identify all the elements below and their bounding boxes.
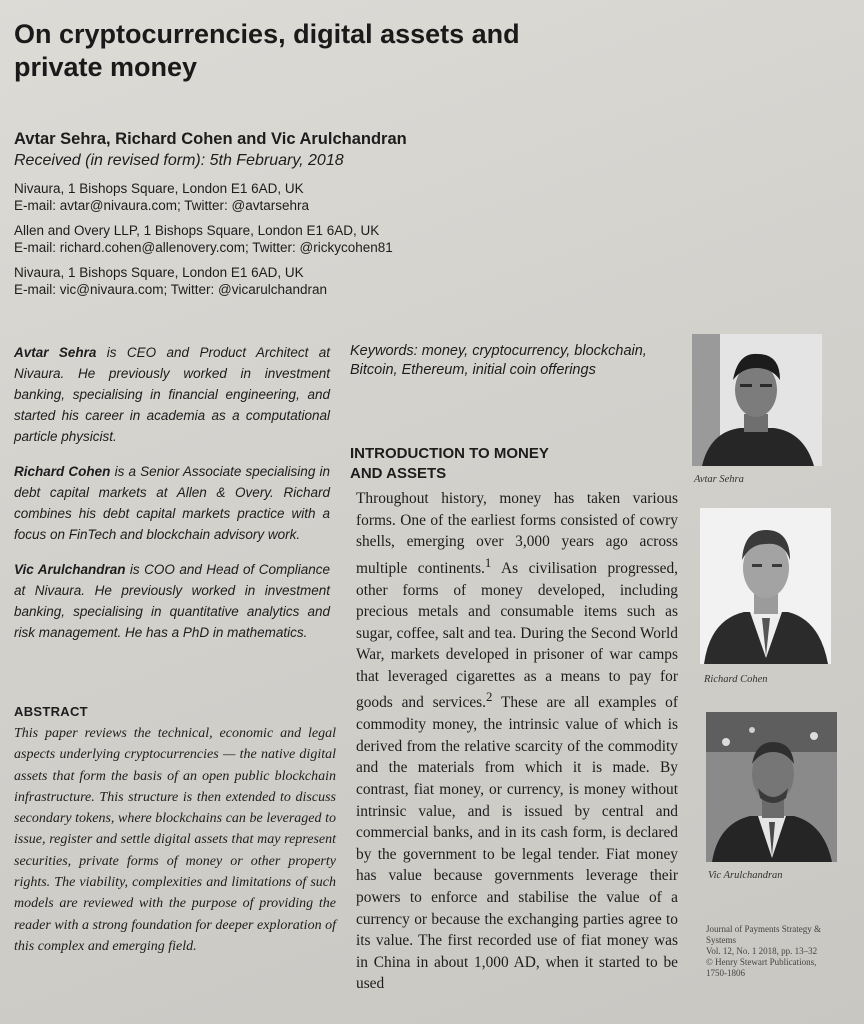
photo-caption: Richard Cohen bbox=[704, 674, 768, 685]
journal-line: 1750-1806 bbox=[706, 968, 745, 978]
section-heading-line: INTRODUCTION TO MONEY bbox=[350, 445, 549, 462]
introduction-body bbox=[356, 488, 678, 995]
bio-avtar bbox=[14, 342, 330, 447]
bio-name: Vic Arulchandran bbox=[14, 562, 126, 577]
author-bios bbox=[14, 342, 330, 657]
bio-richard bbox=[14, 461, 330, 545]
journal-line: Journal of Payments Strategy & bbox=[706, 924, 821, 934]
abstract-heading: ABSTRACT bbox=[14, 704, 88, 719]
author-block bbox=[14, 128, 534, 298]
portrait-image bbox=[706, 712, 837, 862]
footnote-ref: 1 bbox=[484, 555, 492, 570]
section-heading bbox=[350, 444, 670, 484]
affiliation-2 bbox=[14, 222, 534, 256]
bio-name: Avtar Sehra bbox=[14, 345, 97, 360]
photo-caption: Vic Arulchandran bbox=[708, 870, 783, 881]
introduction-paragraph bbox=[356, 488, 678, 995]
footnote-ref: 2 bbox=[486, 690, 493, 705]
portrait-image bbox=[692, 334, 822, 466]
author-names: Avtar Sehra, Richard Cohen and Vic Arulchandran bbox=[14, 130, 407, 148]
paper-title: On cryptocurrencies, digital assets and private money bbox=[14, 19, 520, 82]
journal-line: © Henry Stewart Publications, bbox=[706, 957, 817, 967]
bio-vic bbox=[14, 559, 330, 643]
affiliation-contact: E-mail: richard.cohen@allenovery.com; Twitter: @rickycohen81 bbox=[14, 240, 393, 255]
affiliation-3 bbox=[14, 264, 534, 298]
bio-name: Richard Cohen bbox=[14, 464, 111, 479]
body-text-part: Throughout history, money has taken various forms. One of the earliest forms consisted of cowry shells, emerging over 3,000 years ago across multiple continents. bbox=[356, 490, 678, 577]
affiliation-contact: E-mail: avtar@nivaura.com; Twitter: @avtarsehra bbox=[14, 198, 310, 213]
affiliation-address: Allen and Overy LLP, 1 Bishops Square, London E1 6AD, UK bbox=[14, 223, 380, 238]
journal-line: Systems bbox=[706, 935, 737, 945]
bio-text: is CEO and Product Architect at Nivaura. He previously worked in investment banking, specialising in financial engineering, and started his career in academia as a computational particle physicist. bbox=[14, 345, 330, 444]
portrait-image bbox=[700, 508, 831, 664]
bio-text: is a Senior Associate specialising in debt capital markets at Allen & Overy. Richard combines his debt capital markets practice with a focus on FinTech and blockchain advisory work. bbox=[14, 464, 330, 542]
author-photo-vic bbox=[706, 712, 837, 862]
affiliation-contact: E-mail: vic@nivaura.com; Twitter: @vicarulchandran bbox=[14, 282, 328, 297]
abstract-text: This paper reviews the technical, economic and legal aspects underlying cryptocurrencies — the native digital assets that form the basis of an open public blockchain infrastructure. This structure is then extended to discuss secondary tokens, where blockchains can be leveraged to issue, register and settle digital assets that may represent securities, private forms of money or other property rights. The viability, complexities and limitations of such models are reviewed with the purpose of providing the reader with a strong foundation for deeper exploration of this complex and emerging field. bbox=[14, 726, 336, 954]
section-heading-line: AND ASSETS bbox=[350, 465, 447, 482]
journal-line: Vol. 12, No. 1 2018, pp. 13–32 bbox=[706, 946, 818, 956]
keywords: Keywords: money, cryptocurrency, blockchain, Bitcoin, Ethereum, initial coin offerings bbox=[350, 343, 647, 378]
author-photo-richard bbox=[700, 508, 831, 664]
body-text-part: These are all examples of commodity money, the intrinsic value of which is derived from the relative scarcity of the commodity and the materials from which it is made. By contrast, fiat money, or currency, is money without intrinsic value, and is issued by central and commercial banks, and in its cash form, is declared by the government to be legal tender. Fiat money has value because governments leverage their powers to enforce and stabilise the value of a currency or because the exchanging parties agree to its value. The first recorded use of fiat money was in China in about 1,000 AD, when it started to be used bbox=[356, 694, 679, 993]
affiliation-1 bbox=[14, 180, 534, 214]
journal-info bbox=[706, 924, 846, 979]
affiliation-address: Nivaura, 1 Bishops Square, London E1 6AD, UK bbox=[14, 265, 304, 280]
photo-caption: Avtar Sehra bbox=[694, 474, 744, 485]
body-text-part: As civilisation progressed, other forms of money developed, including precious metals and consumable items such as sugar, coffee, salt and tea. During the Second World War, markets developed in prisoner of war camps that leveraged cigarettes as a means to pay for goods and services. bbox=[356, 559, 678, 712]
affiliation-address: Nivaura, 1 Bishops Square, London E1 6AD, UK bbox=[14, 181, 304, 196]
bio-text: is COO and Head of Compliance at Nivaura. He previously worked in investment banking, specialising in quantitative analytics and risk management. He has a PhD in mathematics. bbox=[14, 562, 330, 640]
author-photo-avtar bbox=[692, 334, 822, 466]
abstract-section bbox=[14, 704, 336, 957]
received-date: Received (in revised form): 5th February, 2018 bbox=[14, 152, 344, 169]
